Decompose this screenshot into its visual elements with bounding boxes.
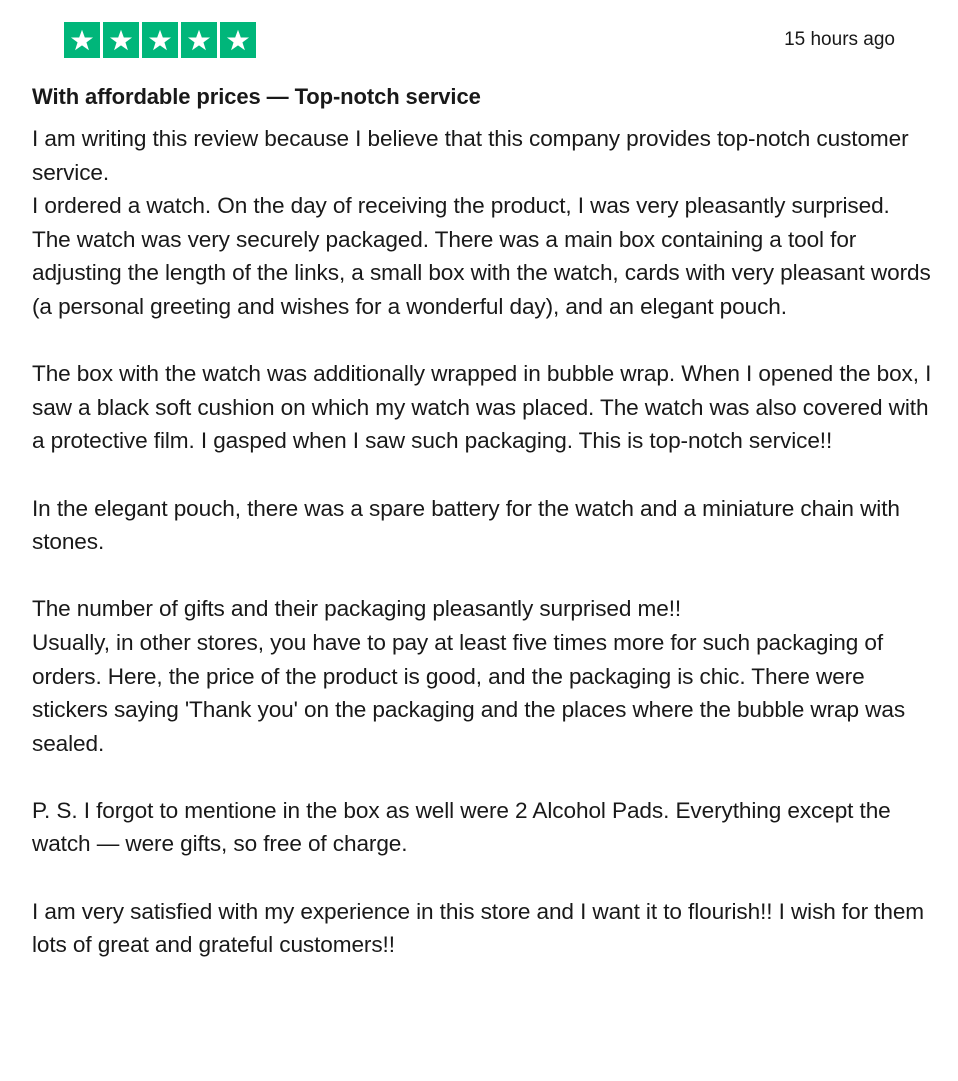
review-title[interactable]: With affordable prices — Top-notch service xyxy=(32,84,481,109)
star-icon xyxy=(64,22,100,58)
review-date: 15 hours ago xyxy=(784,29,895,50)
review-body xyxy=(32,122,932,962)
review-paragraph: In the elegant pouch, there was a spare battery for the watch and a miniature chain with stones. xyxy=(32,495,900,555)
star-icon xyxy=(142,22,178,58)
star-icon xyxy=(181,22,217,58)
review-paragraph: P. S. I forgot to mentione in the box as well were 2 Alcohol Pads. Everything except the watch — were gifts, so free of charge. xyxy=(32,797,891,857)
review-paragraph: I am writing this review because I believe that this company provides top-notch customer service. I ordered a watch. On the day of receiving the product, I was very pleasantly surprised. The watch was very securely packaged. There was a main box containing a tool for adjusting the length of the links, a small box with the watch, cards with very pleasant words (a personal greeting and wishes for a wonderful day), and an elegant pouch. xyxy=(32,126,931,319)
review-header xyxy=(32,0,926,80)
star-icon xyxy=(220,22,256,58)
review-paragraph: I am very satisfied with my experience in this store and I want it to flourish!! I wish for them lots of great and grateful customers!! xyxy=(32,898,924,958)
review-paragraph: The number of gifts and their packaging pleasantly surprised me!! Usually, in other stores, you have to pay at least five times more for such packaging of orders. Here, the price of the product is good, and the packaging is chic. There were stickers saying 'Thank you' on the packaging and the places where the bubble wrap was sealed. xyxy=(32,596,906,756)
review-paragraph: The box with the watch was additionally wrapped in bubble wrap. When I opened the box, I saw a black soft cushion on which my watch was placed. The watch was also covered with a protective film. I gasped when I saw such packaging. This is top-notch service!! xyxy=(32,361,932,454)
star-icon xyxy=(103,22,139,58)
star-rating xyxy=(64,22,256,58)
